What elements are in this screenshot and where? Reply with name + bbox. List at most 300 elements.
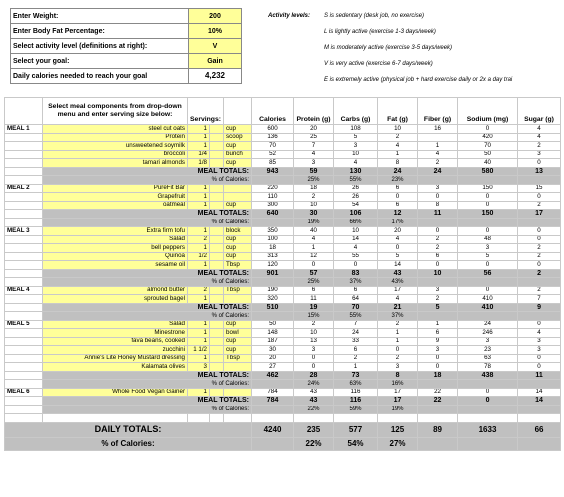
total-fiber: 24 xyxy=(418,167,458,176)
fat-cell: 4 xyxy=(378,142,418,151)
sodium-cell: 50 xyxy=(458,150,518,159)
total-protein: 19 xyxy=(294,303,334,312)
protein-header: Protein (g) xyxy=(294,98,334,125)
sugar-cell: 14 xyxy=(518,388,561,397)
total-sodium: 438 xyxy=(458,371,518,380)
settings-table xyxy=(10,8,242,84)
fiber-cell: 0 xyxy=(418,363,458,372)
protein-cell: 20 xyxy=(294,125,334,134)
spacer-cell xyxy=(188,414,210,423)
activity-level-l xyxy=(268,24,512,40)
totals-spacer xyxy=(5,303,43,312)
totals-spacer xyxy=(5,269,43,278)
total-calories: 943 xyxy=(252,167,294,176)
pct-fill xyxy=(418,380,458,389)
unit-cell: cup xyxy=(224,201,252,210)
sodium-cell: 420 xyxy=(458,133,518,142)
carbs-cell: 4 xyxy=(334,159,378,168)
sugar-cell: 0 xyxy=(518,227,561,236)
sodium-cell: 3 xyxy=(458,337,518,346)
food-select[interactable]: Kalamata olives xyxy=(43,363,188,372)
sodium-cell: 70 xyxy=(458,142,518,151)
fiber-cell: 4 xyxy=(418,150,458,159)
carbs-cell: 3 xyxy=(334,142,378,151)
carbs-cell: 5 xyxy=(334,133,378,142)
pct-spacer xyxy=(5,278,43,287)
fiber-header: Fiber (g) xyxy=(418,98,458,125)
servings-spacer xyxy=(210,337,224,346)
pct-calories-spacer xyxy=(252,218,294,227)
sugar-cell: 0 xyxy=(518,363,561,372)
pct-calories-spacer xyxy=(252,405,294,414)
daily-pct-fill xyxy=(458,437,518,450)
sugar-cell: 0 xyxy=(518,354,561,363)
fat-cell: 0 xyxy=(378,193,418,202)
pct-fill xyxy=(458,176,518,185)
servings-input[interactable]: 1 xyxy=(188,337,210,346)
food-select[interactable]: tamari almonds xyxy=(43,159,188,168)
food-select[interactable]: zucchini xyxy=(43,346,188,355)
meal-item-row xyxy=(5,244,561,253)
sugar-cell: 2 xyxy=(518,201,561,210)
carbs-cell: 108 xyxy=(334,125,378,134)
calories-cell: 50 xyxy=(252,320,294,329)
meal-pct-row xyxy=(5,218,561,227)
meal-label-spacer xyxy=(5,235,43,244)
daily-pct-protein: 22% xyxy=(294,437,334,450)
food-select[interactable]: unsweetened soymilk xyxy=(43,142,188,151)
servings-input[interactable]: 1 xyxy=(188,184,210,193)
servings-input[interactable]: 1 xyxy=(188,261,210,270)
pct-label: % of Calories: xyxy=(43,405,252,414)
activity-level-l-text: L is lightly active (exercise 1-3 days/week) xyxy=(324,29,436,35)
food-select[interactable]: Grapefruit xyxy=(43,193,188,202)
sugar-cell: 4 xyxy=(518,125,561,134)
fat-cell: 4 xyxy=(378,295,418,304)
pct-carbs: 37% xyxy=(334,278,378,287)
servings-spacer xyxy=(210,261,224,270)
instructions-header: Select meal components from drop-down menu and enter serving size below: xyxy=(43,98,188,125)
fat-cell: 2 xyxy=(378,354,418,363)
total-sugar: 14 xyxy=(518,397,561,406)
calories-needed-value: 4,232 xyxy=(189,69,242,84)
sugar-cell: 2 xyxy=(518,244,561,253)
calories-cell: 52 xyxy=(252,150,294,159)
spacer-cell xyxy=(334,414,378,423)
total-protein: 30 xyxy=(294,210,334,219)
calories-cell: 148 xyxy=(252,329,294,338)
activity-level-m-text: M is moderately active (exercise 3-5 days/week) xyxy=(324,45,453,51)
activity-select[interactable]: V xyxy=(189,39,242,54)
food-select[interactable]: Salad xyxy=(43,235,188,244)
total-protein: 59 xyxy=(294,167,334,176)
protein-cell: 3 xyxy=(294,346,334,355)
spacer-cell xyxy=(210,414,224,423)
total-calories: 901 xyxy=(252,269,294,278)
total-carbs: 83 xyxy=(334,269,378,278)
unit-cell xyxy=(224,193,252,202)
protein-cell: 10 xyxy=(294,329,334,338)
food-select[interactable]: Whole Food Vegan Gainer xyxy=(43,388,188,397)
calories-cell: 320 xyxy=(252,295,294,304)
meal-label-spacer xyxy=(5,295,43,304)
protein-cell: 0 xyxy=(294,261,334,270)
carbs-cell: 2 xyxy=(334,354,378,363)
unit-cell xyxy=(224,184,252,193)
meal-label: MEAL 1 xyxy=(5,125,43,134)
servings-spacer xyxy=(210,363,224,372)
pct-fat: 19% xyxy=(378,405,418,414)
fiber-cell: 0 xyxy=(418,261,458,270)
spacer-cell xyxy=(224,414,252,423)
calories-cell: 100 xyxy=(252,235,294,244)
servings-input[interactable]: 1/4 xyxy=(188,150,210,159)
pct-fill xyxy=(458,278,518,287)
total-fat: 24 xyxy=(378,167,418,176)
sodium-cell: 24 xyxy=(458,320,518,329)
meal-label: MEAL 6 xyxy=(5,388,43,397)
food-select[interactable]: Minestrone xyxy=(43,329,188,338)
pct-fat: 17% xyxy=(378,218,418,227)
calories-cell: 110 xyxy=(252,193,294,202)
servings-input[interactable]: 1/8 xyxy=(188,159,210,168)
sugar-cell: 0 xyxy=(518,235,561,244)
meal-item-row xyxy=(5,125,561,134)
protein-cell: 2 xyxy=(294,320,334,329)
unit-cell: cup xyxy=(224,337,252,346)
servings-spacer xyxy=(210,346,224,355)
calories-cell: 30 xyxy=(252,346,294,355)
sugar-cell: 2 xyxy=(518,142,561,151)
pct-fat: 16% xyxy=(378,380,418,389)
fiber-cell: 0 xyxy=(418,193,458,202)
totals-spacer xyxy=(5,371,43,380)
servings-input[interactable]: 1 xyxy=(188,133,210,142)
carbs-cell: 6 xyxy=(334,286,378,295)
calories-cell: 300 xyxy=(252,201,294,210)
spacer-cell xyxy=(5,414,43,423)
meal-label-spacer xyxy=(5,142,43,151)
servings-input[interactable]: 1 xyxy=(188,244,210,253)
calories-cell: 136 xyxy=(252,133,294,142)
food-select[interactable]: Annie's Lite Honey Mustard dressing xyxy=(43,354,188,363)
pct-fill xyxy=(458,405,518,414)
total-sugar: 17 xyxy=(518,210,561,219)
fiber-cell: 3 xyxy=(418,286,458,295)
unit-cell: cup xyxy=(224,235,252,244)
calories-cell: 27 xyxy=(252,363,294,372)
sodium-cell: 0 xyxy=(458,286,518,295)
spacer-cell xyxy=(378,414,418,423)
pct-carbs: 66% xyxy=(334,218,378,227)
total-carbs: 73 xyxy=(334,371,378,380)
protein-cell: 3 xyxy=(294,159,334,168)
meal-label: MEAL 3 xyxy=(5,227,43,236)
sodium-cell: 48 xyxy=(458,235,518,244)
fiber-cell: 3 xyxy=(418,346,458,355)
unit-cell: Tbsp xyxy=(224,261,252,270)
total-carbs: 116 xyxy=(334,397,378,406)
calories-cell: 350 xyxy=(252,227,294,236)
daily-pct-carbs: 54% xyxy=(334,437,378,450)
activity-level-s-text: S is sedentary (desk job, no exercise) xyxy=(324,13,425,19)
pct-label: % of Calories: xyxy=(43,218,252,227)
meal-item-row xyxy=(5,252,561,261)
bodyfat-input[interactable]: 10% xyxy=(189,24,242,39)
bodyfat-row xyxy=(11,24,242,39)
unit-cell xyxy=(224,388,252,397)
total-sodium: 0 xyxy=(458,397,518,406)
meal-pct-row xyxy=(5,312,561,321)
carbs-cell: 33 xyxy=(334,337,378,346)
carbs-header: Carbs (g) xyxy=(334,98,378,125)
total-sugar: 9 xyxy=(518,303,561,312)
servings-input[interactable]: 1 1/2 xyxy=(188,346,210,355)
total-fat: 21 xyxy=(378,303,418,312)
unit-cell: bunch xyxy=(224,150,252,159)
activity-level-v-text: V is very active (exercise 6-7 days/week) xyxy=(324,61,433,67)
servings-spacer xyxy=(210,184,224,193)
activity-label: Select activity level (definitions at right): xyxy=(11,39,189,54)
calories-cell: 20 xyxy=(252,354,294,363)
weight-row xyxy=(11,9,242,24)
servings-input[interactable]: 1 xyxy=(188,329,210,338)
goal-row xyxy=(11,54,242,69)
spacer-cell xyxy=(458,414,518,423)
pct-label: % of Calories: xyxy=(43,278,252,287)
spacer-cell xyxy=(518,414,561,423)
meal-item-row xyxy=(5,227,561,236)
meal-label-spacer xyxy=(5,346,43,355)
meal-label: MEAL 4 xyxy=(5,286,43,295)
meal-totals-label: MEAL TOTALS: xyxy=(43,303,252,312)
servings-input[interactable]: 1 xyxy=(188,193,210,202)
meal-item-row xyxy=(5,201,561,210)
servings-input[interactable]: 3 xyxy=(188,363,210,372)
food-select[interactable]: Quinoa xyxy=(43,252,188,261)
daily-calories: 4240 xyxy=(252,422,294,437)
total-fiber: 10 xyxy=(418,269,458,278)
servings-spacer xyxy=(210,235,224,244)
meal-item-row xyxy=(5,354,561,363)
unit-cell: scoop xyxy=(224,133,252,142)
meal-pct-row xyxy=(5,380,561,389)
activity-level-e-text: E is extremely active (physical job + hard exercise daily or 2x a day trai xyxy=(324,77,513,83)
meal-totals-row xyxy=(5,269,561,278)
carbs-cell: 116 xyxy=(334,388,378,397)
servings-input[interactable]: 1 xyxy=(188,388,210,397)
protein-cell: 25 xyxy=(294,133,334,142)
meal-totals-label: MEAL TOTALS: xyxy=(43,210,252,219)
pct-fill xyxy=(418,218,458,227)
fat-cell: 2 xyxy=(378,320,418,329)
pct-fill xyxy=(518,218,561,227)
meal-totals-label: MEAL TOTALS: xyxy=(43,371,252,380)
food-select[interactable]: Protein xyxy=(43,133,188,142)
pct-calories-spacer xyxy=(252,176,294,185)
servings-header: Servings: xyxy=(188,98,224,125)
daily-pct-fat: 27% xyxy=(378,437,418,450)
spacer-cell xyxy=(43,414,188,423)
total-protein: 28 xyxy=(294,371,334,380)
servings-input[interactable]: 1 xyxy=(188,142,210,151)
meal-item-row xyxy=(5,388,561,397)
carbs-cell: 64 xyxy=(334,295,378,304)
servings-spacer xyxy=(210,329,224,338)
weight-input[interactable]: 200 xyxy=(189,9,242,24)
sodium-cell: 0 xyxy=(458,227,518,236)
meal-item-row xyxy=(5,295,561,304)
sugar-cell: 4 xyxy=(518,133,561,142)
total-sugar: 2 xyxy=(518,269,561,278)
servings-input[interactable]: 1 xyxy=(188,227,210,236)
food-select[interactable]: steel cut oats xyxy=(43,125,188,134)
meal-totals-label: MEAL TOTALS: xyxy=(43,167,252,176)
pct-carbs: 55% xyxy=(334,312,378,321)
unit-cell: cup xyxy=(224,159,252,168)
meal-item-row xyxy=(5,320,561,329)
pct-fill xyxy=(518,176,561,185)
pct-label: % of Calories: xyxy=(43,380,252,389)
meal-label-spacer xyxy=(5,133,43,142)
total-fat: 8 xyxy=(378,371,418,380)
food-select[interactable]: broccoli xyxy=(43,150,188,159)
unit-cell: cup xyxy=(224,244,252,253)
unit-cell: Tbsp xyxy=(224,354,252,363)
total-sodium: 580 xyxy=(458,167,518,176)
column-header-row xyxy=(5,98,561,125)
spacer-cell xyxy=(294,414,334,423)
food-select[interactable]: bell peppers xyxy=(43,244,188,253)
unit-cell xyxy=(224,363,252,372)
pct-protein: 24% xyxy=(294,380,334,389)
pct-protein: 15% xyxy=(294,312,334,321)
protein-cell: 40 xyxy=(294,227,334,236)
pct-fill xyxy=(518,278,561,287)
carbs-cell: 14 xyxy=(334,235,378,244)
servings-input[interactable]: 1 xyxy=(188,201,210,210)
fiber-cell: 1 xyxy=(418,320,458,329)
food-select[interactable]: Salad xyxy=(43,320,188,329)
protein-cell: 18 xyxy=(294,184,334,193)
total-calories: 462 xyxy=(252,371,294,380)
calories-cell: 313 xyxy=(252,252,294,261)
calories-cell: 85 xyxy=(252,159,294,168)
sugar-cell: 7 xyxy=(518,295,561,304)
servings-input[interactable]: 2 xyxy=(188,235,210,244)
unit-cell: Tbsp xyxy=(224,286,252,295)
sugar-cell: 2 xyxy=(518,286,561,295)
servings-input[interactable]: 1 xyxy=(188,295,210,304)
pct-fill xyxy=(418,278,458,287)
sugar-cell: 15 xyxy=(518,184,561,193)
sodium-cell: 0 xyxy=(458,193,518,202)
total-calories: 640 xyxy=(252,210,294,219)
fiber-cell xyxy=(418,133,458,142)
servings-input[interactable]: 1 xyxy=(188,125,210,134)
fiber-cell: 16 xyxy=(418,125,458,134)
pct-protein: 22% xyxy=(294,405,334,414)
fiber-cell: 2 xyxy=(418,295,458,304)
servings-input[interactable]: 1 xyxy=(188,320,210,329)
protein-cell: 0 xyxy=(294,363,334,372)
sodium-header: Sodium (mg) xyxy=(458,98,518,125)
food-select[interactable]: almond butter xyxy=(43,286,188,295)
goal-select[interactable]: Gain xyxy=(189,54,242,69)
fat-cell: 17 xyxy=(378,388,418,397)
sodium-cell: 0 xyxy=(458,125,518,134)
protein-cell: 12 xyxy=(294,252,334,261)
total-calories: 510 xyxy=(252,303,294,312)
calories-needed-row xyxy=(11,69,242,84)
daily-pct-label: % of Calories: xyxy=(5,437,252,450)
totals-spacer xyxy=(5,167,43,176)
meal-label-spacer xyxy=(5,193,43,202)
daily-totals-label: DAILY TOTALS: xyxy=(5,422,252,437)
meal-label-spacer xyxy=(5,159,43,168)
total-fiber: 22 xyxy=(418,397,458,406)
protein-cell: 6 xyxy=(294,286,334,295)
pct-fill xyxy=(518,312,561,321)
fat-cell: 1 xyxy=(378,329,418,338)
pct-fill xyxy=(418,405,458,414)
food-select[interactable]: PureFit Bar xyxy=(43,184,188,193)
food-select[interactable]: Extra firm tofu xyxy=(43,227,188,236)
bodyfat-label: Enter Body Fat Percentage: xyxy=(11,24,189,39)
servings-input[interactable]: 2 xyxy=(188,286,210,295)
unit-cell: bowl xyxy=(224,329,252,338)
food-select[interactable]: oatmeal xyxy=(43,201,188,210)
pct-calories-spacer xyxy=(252,380,294,389)
food-select[interactable]: fava beans, cooked xyxy=(43,337,188,346)
food-select[interactable]: sesame oil xyxy=(43,261,188,270)
activity-level-v xyxy=(268,56,512,72)
sodium-cell: 410 xyxy=(458,295,518,304)
sugar-cell: 0 xyxy=(518,193,561,202)
total-fiber: 5 xyxy=(418,303,458,312)
servings-input[interactable]: 1 xyxy=(188,354,210,363)
fiber-cell: 6 xyxy=(418,252,458,261)
activity-level-s xyxy=(268,8,512,24)
fiber-cell: 0 xyxy=(418,227,458,236)
daily-totals-row xyxy=(5,422,561,437)
meal-item-row xyxy=(5,142,561,151)
meal-totals-row xyxy=(5,303,561,312)
fat-cell: 8 xyxy=(378,159,418,168)
servings-input[interactable]: 1/2 xyxy=(188,252,210,261)
sugar-header: Sugar (g) xyxy=(518,98,561,125)
carbs-cell: 10 xyxy=(334,150,378,159)
fat-cell: 14 xyxy=(378,261,418,270)
meal-item-row xyxy=(5,159,561,168)
total-sugar: 13 xyxy=(518,167,561,176)
meal-item-row xyxy=(5,261,561,270)
food-select[interactable]: sprouted bagel xyxy=(43,295,188,304)
protein-cell: 4 xyxy=(294,150,334,159)
calories-cell: 784 xyxy=(252,388,294,397)
daily-pct-fill xyxy=(518,437,561,450)
sodium-cell: 0 xyxy=(458,261,518,270)
sugar-cell: 0 xyxy=(518,261,561,270)
meal-totals-row xyxy=(5,210,561,219)
meal-label: MEAL 5 xyxy=(5,320,43,329)
fat-cell: 17 xyxy=(378,286,418,295)
total-sodium: 150 xyxy=(458,210,518,219)
daily-fat: 125 xyxy=(378,422,418,437)
protein-cell: 4 xyxy=(294,235,334,244)
spacer-cell xyxy=(418,414,458,423)
pct-protein: 25% xyxy=(294,278,334,287)
